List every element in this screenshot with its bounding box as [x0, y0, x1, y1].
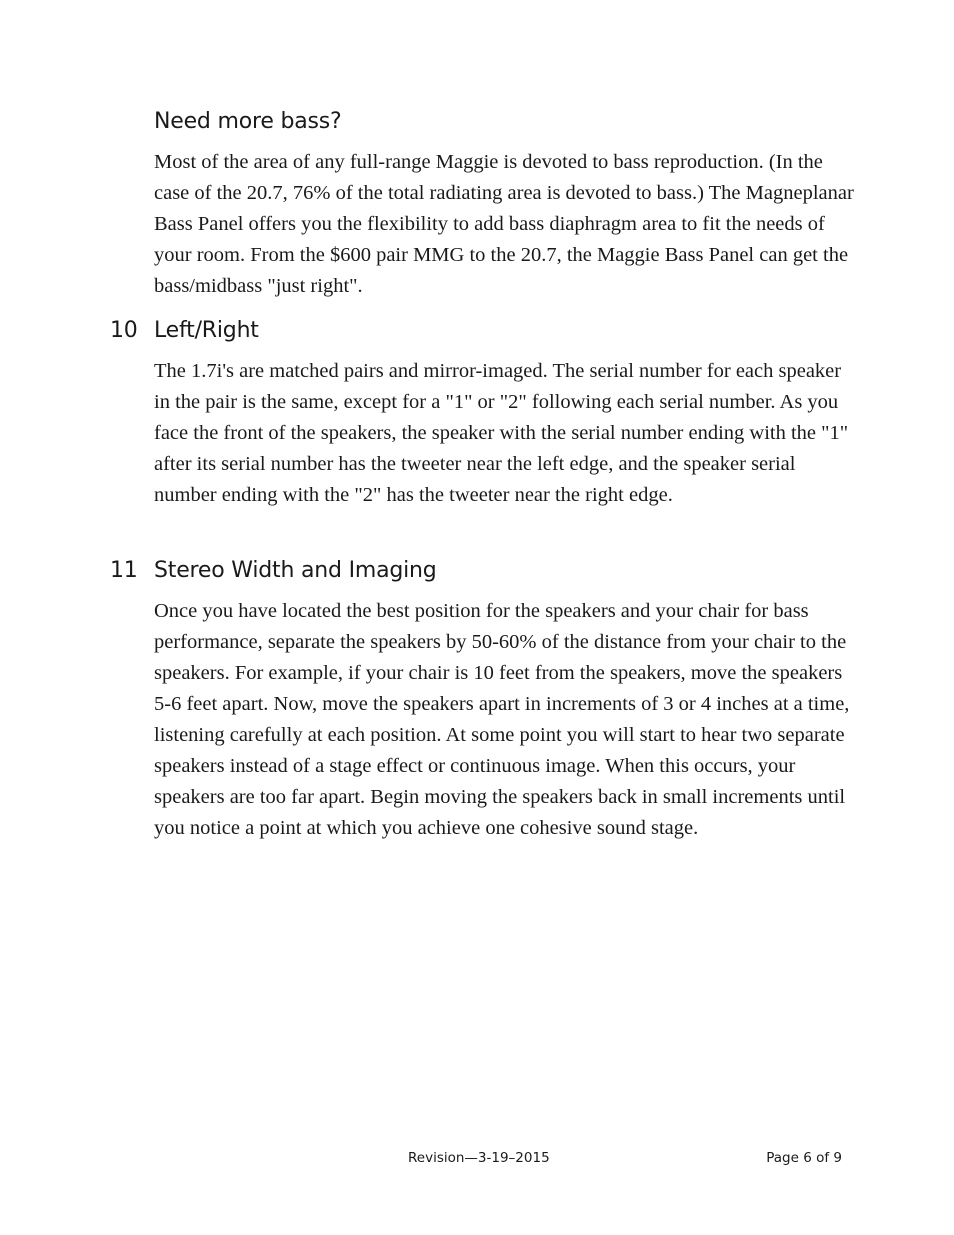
section-heading	[110, 317, 850, 345]
section-title: Need more bass?	[154, 109, 342, 134]
section-title: Left/Right	[154, 318, 259, 343]
footer-page-number: Page 6 of 9	[766, 1150, 842, 1166]
section-body: Most of the area of any full-range Maggie is devoted to bass reproduction. (In the case of the 20.7, 76% of the total radiating area is devoted to bass.) The Magneplanar Bass Panel offers you the flexibility to add bass diaphragm area to fit the needs of your room. From the $600 pair MMG to the 20.7, the Maggie Bass Panel can get the bass/midbass "just right".	[154, 151, 854, 297]
section-heading	[110, 557, 850, 585]
footer-revision: Revision—3-19–2015	[408, 1150, 550, 1166]
section-number: 10	[110, 318, 138, 343]
section-stereo-width	[110, 557, 850, 844]
section-heading	[110, 108, 850, 136]
section-title: Stereo Width and Imaging	[154, 558, 437, 583]
section-number: 11	[110, 558, 138, 583]
section-body: Once you have located the best position for the speakers and your chair for bass performance, separate the speakers by 50-60% of the distance from your chair to the speakers. For example, if your chair is 10 feet from the speakers, move the speakers 5-6 feet apart. Now, move the speakers apart in increments of 3 or 4 inches at a time, listening carefully at each position. At some point you will start to hear two separate speakers instead of a stage effect or continuous image. When this occurs, your speakers are too far apart. Begin moving the speakers back in small increments until you notice a point at which you achieve one cohesive sound stage.	[154, 600, 850, 839]
section-body: The 1.7i's are matched pairs and mirror-imaged. The serial number for each speaker in the pair is the same, except for a "1" or "2" following each serial number. As you face the front of the speakers, the speaker with the serial number ending with the "1" after its serial number has the tweeter near the left edge, and the speaker serial number ending with the "2" has the tweeter near the right edge.	[154, 360, 849, 506]
section-left-right	[110, 317, 850, 511]
section-need-more-bass	[110, 108, 854, 302]
